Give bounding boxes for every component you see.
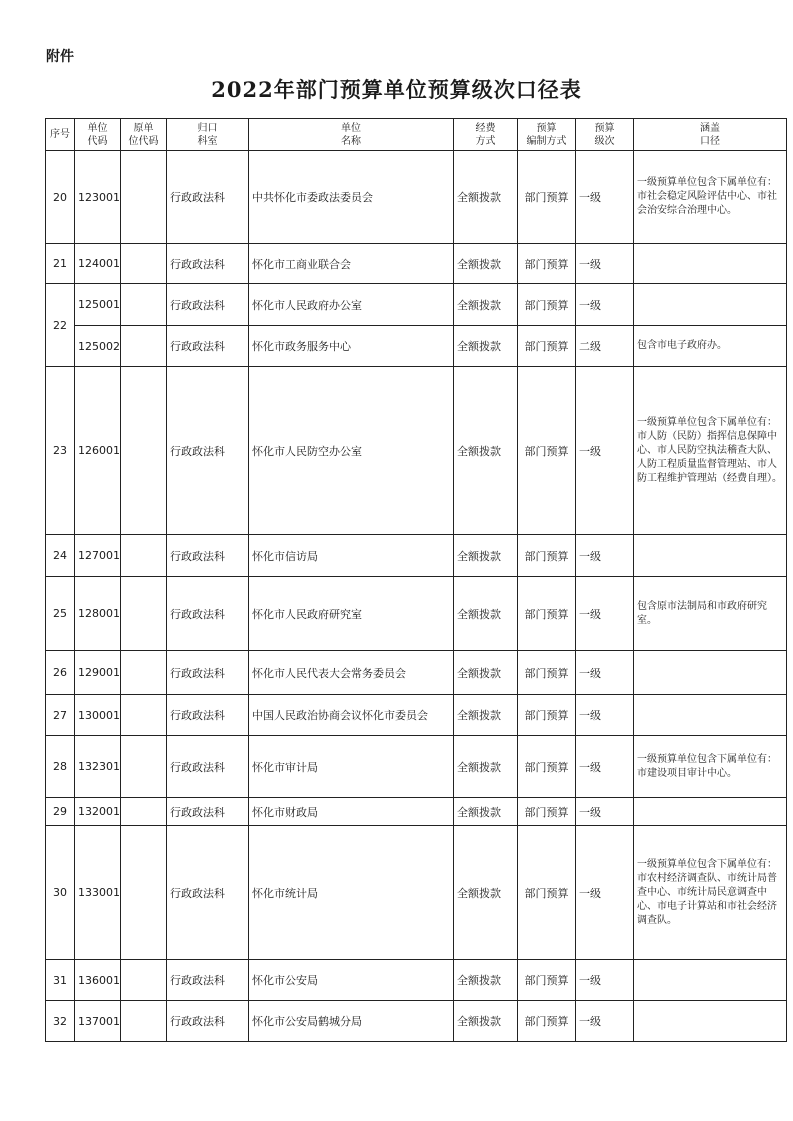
cell-level: 一级 [576, 367, 634, 535]
cell-level: 一级 [576, 960, 634, 1001]
cell-level: 二级 [576, 326, 634, 367]
cell-dept: 行政政法科 [167, 151, 249, 244]
page-title: 2022年部门预算单位预算级次口径表 [211, 77, 582, 102]
cell-dept: 行政政法科 [167, 798, 249, 826]
cell-seq: 31 [46, 960, 75, 1001]
attachment-label: 附件 [46, 49, 74, 65]
cell-scope [634, 651, 787, 695]
cell-funding: 全额拨款 [454, 695, 518, 736]
cell-seq: 24 [46, 535, 75, 577]
cell-orig-code [121, 960, 167, 1001]
cell-funding: 全额拨款 [454, 960, 518, 1001]
header-seq: 序号 [46, 119, 75, 151]
cell-dept: 行政政法科 [167, 244, 249, 284]
cell-scope [634, 1001, 787, 1042]
table-row [46, 244, 787, 284]
cell-method: 部门预算 [518, 284, 576, 326]
cell-code: 127001 [75, 535, 121, 577]
table-header-row [46, 119, 787, 151]
cell-seq: 32 [46, 1001, 75, 1042]
cell-scope [634, 535, 787, 577]
cell-method: 部门预算 [518, 535, 576, 577]
cell-code: 126001 [75, 367, 121, 535]
cell-dept: 行政政法科 [167, 736, 249, 798]
table-row [46, 826, 787, 960]
cell-scope [634, 798, 787, 826]
table-row [46, 284, 787, 326]
cell-seq: 20 [46, 151, 75, 244]
cell-seq: 22 [46, 284, 75, 367]
cell-orig-code [121, 244, 167, 284]
cell-orig-code [121, 1001, 167, 1042]
table-row [46, 367, 787, 535]
table-row [46, 798, 787, 826]
cell-orig-code [121, 326, 167, 367]
cell-dept: 行政政法科 [167, 326, 249, 367]
cell-funding: 全额拨款 [454, 577, 518, 651]
cell-name: 怀化市审计局 [249, 736, 454, 798]
cell-level: 一级 [576, 244, 634, 284]
table-row [46, 151, 787, 244]
cell-method: 部门预算 [518, 736, 576, 798]
table-row [46, 326, 787, 367]
cell-method: 部门预算 [518, 1001, 576, 1042]
cell-scope [634, 284, 787, 326]
cell-method: 部门预算 [518, 577, 576, 651]
cell-method: 部门预算 [518, 151, 576, 244]
cell-name: 中共怀化市委政法委员会 [249, 151, 454, 244]
table-row [46, 960, 787, 1001]
cell-method: 部门预算 [518, 960, 576, 1001]
cell-name: 怀化市公安局鹤城分局 [249, 1001, 454, 1042]
cell-name: 怀化市财政局 [249, 798, 454, 826]
cell-level: 一级 [576, 826, 634, 960]
cell-code: 136001 [75, 960, 121, 1001]
cell-name: 怀化市人民政府研究室 [249, 577, 454, 651]
cell-seq: 23 [46, 367, 75, 535]
header-unit-code: 单位 代码 [75, 119, 121, 151]
cell-scope [634, 244, 787, 284]
table-row [46, 535, 787, 577]
header-level: 预算 级次 [576, 119, 634, 151]
budget-level-table [45, 118, 787, 1042]
cell-seq: 27 [46, 695, 75, 736]
cell-code: 128001 [75, 577, 121, 651]
cell-orig-code [121, 826, 167, 960]
header-method: 预算 编制方式 [518, 119, 576, 151]
cell-code: 137001 [75, 1001, 121, 1042]
cell-name: 怀化市公安局 [249, 960, 454, 1001]
cell-name: 怀化市人民防空办公室 [249, 367, 454, 535]
cell-level: 一级 [576, 798, 634, 826]
cell-seq: 28 [46, 736, 75, 798]
cell-level: 一级 [576, 736, 634, 798]
cell-method: 部门预算 [518, 798, 576, 826]
cell-level: 一级 [576, 651, 634, 695]
cell-name: 怀化市人民代表大会常务委员会 [249, 651, 454, 695]
cell-name: 怀化市信访局 [249, 535, 454, 577]
cell-orig-code [121, 535, 167, 577]
cell-orig-code [121, 151, 167, 244]
cell-orig-code [121, 284, 167, 326]
cell-scope [634, 960, 787, 1001]
cell-dept: 行政政法科 [167, 826, 249, 960]
cell-code: 130001 [75, 695, 121, 736]
cell-code: 132301 [75, 736, 121, 798]
cell-scope: 包含原市法制局和市政府研究室。 [634, 577, 787, 651]
cell-seq: 29 [46, 798, 75, 826]
cell-method: 部门预算 [518, 244, 576, 284]
cell-orig-code [121, 695, 167, 736]
cell-scope: 包含市电子政府办。 [634, 326, 787, 367]
cell-funding: 全额拨款 [454, 367, 518, 535]
cell-orig-code [121, 577, 167, 651]
cell-level: 一级 [576, 151, 634, 244]
cell-level: 一级 [576, 535, 634, 577]
cell-level: 一级 [576, 1001, 634, 1042]
cell-code: 133001 [75, 826, 121, 960]
table-row [46, 1001, 787, 1042]
cell-dept: 行政政法科 [167, 535, 249, 577]
cell-seq: 30 [46, 826, 75, 960]
cell-name: 怀化市人民政府办公室 [249, 284, 454, 326]
cell-level: 一级 [576, 577, 634, 651]
cell-scope: 一级预算单位包含下属单位有：市人防（民防）指挥信息保障中心、市人民防空执法稽查大队、人防工程质量监督管理站、市人防工程维护管理站（经费自理）。 [634, 367, 787, 535]
table-row [46, 736, 787, 798]
cell-orig-code [121, 367, 167, 535]
cell-method: 部门预算 [518, 826, 576, 960]
header-department: 归口 科室 [167, 119, 249, 151]
cell-scope: 一级预算单位包含下属单位有：市农村经济调查队、市统计局普查中心、市统计局民意调查中心、市电子计算站和市社会经济调查队。 [634, 826, 787, 960]
cell-scope [634, 695, 787, 736]
cell-seq: 25 [46, 577, 75, 651]
header-original-code: 原单 位代码 [121, 119, 167, 151]
cell-dept: 行政政法科 [167, 284, 249, 326]
header-funding: 经费 方式 [454, 119, 518, 151]
cell-funding: 全额拨款 [454, 651, 518, 695]
cell-code: 124001 [75, 244, 121, 284]
cell-dept: 行政政法科 [167, 1001, 249, 1042]
cell-method: 部门预算 [518, 326, 576, 367]
cell-name: 怀化市统计局 [249, 826, 454, 960]
cell-dept: 行政政法科 [167, 367, 249, 535]
cell-method: 部门预算 [518, 367, 576, 535]
cell-funding: 全额拨款 [454, 535, 518, 577]
cell-funding: 全额拨款 [454, 798, 518, 826]
cell-code: 129001 [75, 651, 121, 695]
cell-code: 123001 [75, 151, 121, 244]
cell-orig-code [121, 798, 167, 826]
cell-dept: 行政政法科 [167, 960, 249, 1001]
table-row [46, 695, 787, 736]
cell-funding: 全额拨款 [454, 826, 518, 960]
cell-scope: 一级预算单位包含下属单位有：市建设项目审计中心。 [634, 736, 787, 798]
cell-code: 125001 [75, 284, 121, 326]
cell-orig-code [121, 736, 167, 798]
table-row [46, 577, 787, 651]
table-row [46, 651, 787, 695]
cell-funding: 全额拨款 [454, 1001, 518, 1042]
cell-funding: 全额拨款 [454, 151, 518, 244]
cell-funding: 全额拨款 [454, 326, 518, 367]
cell-scope: 一级预算单位包含下属单位有：市社会稳定风险评估中心、市社会治安综合治理中心。 [634, 151, 787, 244]
header-unit-name: 单位 名称 [249, 119, 454, 151]
cell-code: 125002 [75, 326, 121, 367]
cell-seq: 21 [46, 244, 75, 284]
cell-funding: 全额拨款 [454, 736, 518, 798]
cell-name: 中国人民政治协商会议怀化市委员会 [249, 695, 454, 736]
cell-funding: 全额拨款 [454, 244, 518, 284]
header-scope: 涵盖 口径 [634, 119, 787, 151]
cell-level: 一级 [576, 695, 634, 736]
cell-dept: 行政政法科 [167, 651, 249, 695]
cell-code: 132001 [75, 798, 121, 826]
cell-orig-code [121, 651, 167, 695]
cell-seq: 26 [46, 651, 75, 695]
cell-dept: 行政政法科 [167, 695, 249, 736]
cell-level: 一级 [576, 284, 634, 326]
cell-name: 怀化市政务服务中心 [249, 326, 454, 367]
cell-method: 部门预算 [518, 651, 576, 695]
cell-funding: 全额拨款 [454, 284, 518, 326]
cell-name: 怀化市工商业联合会 [249, 244, 454, 284]
cell-method: 部门预算 [518, 695, 576, 736]
cell-dept: 行政政法科 [167, 577, 249, 651]
